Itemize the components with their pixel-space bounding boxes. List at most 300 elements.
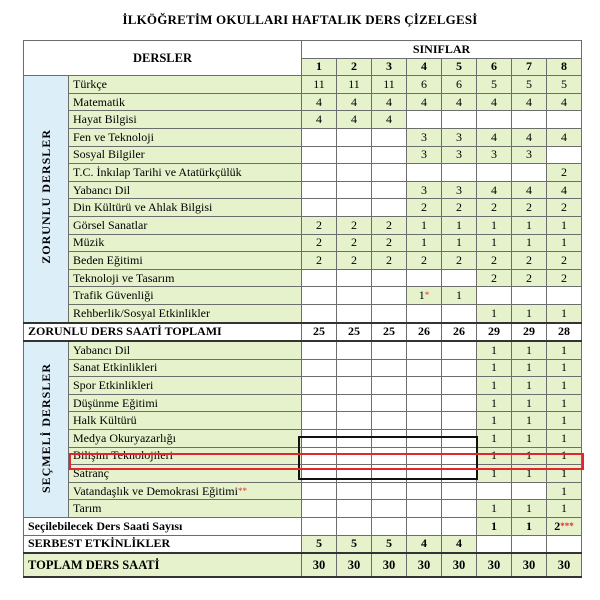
hour-cell: 1 (512, 341, 547, 359)
hour-value: 1 (526, 217, 532, 232)
hour-cell (372, 269, 407, 287)
hour-value: 3 (526, 147, 532, 162)
table-body (24, 41, 582, 578)
hour-cell: 1 (547, 394, 582, 412)
course-name-text: Spor Etkinlikleri (73, 378, 154, 393)
hour-value: 4 (351, 112, 357, 127)
hour-value: 4 (526, 94, 532, 109)
hour-value: 1 (491, 305, 497, 320)
footnote-mark: *** (560, 520, 574, 531)
hour-cell (372, 359, 407, 377)
hour-cell: 1 (512, 430, 547, 448)
hour-value: 2 (526, 252, 532, 267)
hour-cell (302, 181, 337, 199)
hour-cell (477, 76, 512, 94)
hour-cell (337, 482, 372, 500)
toplam-label: TOPLAM DERS SAATİ (24, 553, 302, 577)
hour-cell: 1 (512, 377, 547, 395)
hour-cell (442, 164, 477, 182)
hour-cell (512, 128, 547, 146)
hour-cell: 1 (547, 341, 582, 359)
hour-cell (442, 287, 477, 305)
serbest-row (24, 535, 582, 553)
table-row (24, 269, 582, 287)
hour-cell (302, 269, 337, 287)
header-row (24, 41, 582, 59)
course-name: Trafik Güvenliği (69, 287, 302, 305)
hour-value: 2 (491, 200, 497, 215)
hour-value: 2 (351, 252, 357, 267)
hour-cell (547, 93, 582, 111)
hour-value: 6 (456, 76, 462, 91)
selectable-cell (512, 518, 547, 536)
dersler-header: DERSLER (24, 41, 302, 76)
selectable-cell (337, 518, 372, 536)
serbest-label: SERBEST ETKİNLİKLER (24, 535, 302, 553)
grade-header: 5 (442, 58, 477, 76)
hour-value: 6 (421, 76, 427, 91)
hour-cell (547, 287, 582, 305)
hour-value: 4 (386, 112, 392, 127)
hour-cell (477, 304, 512, 322)
hour-cell (302, 412, 337, 430)
hour-cell (302, 216, 337, 234)
hour-value: 2 (421, 252, 427, 267)
hour-cell: 1 (512, 394, 547, 412)
hour-cell (547, 76, 582, 94)
serbest-cell: 5 (337, 535, 372, 553)
hour-value: 2 (421, 200, 427, 215)
hour-value: 11 (313, 76, 325, 91)
hour-cell: 1 (477, 359, 512, 377)
hour-cell (372, 216, 407, 234)
hour-cell (372, 412, 407, 430)
hour-cell (337, 93, 372, 111)
hour-value: 1 (561, 217, 567, 232)
course-name-text: Tarım (73, 501, 102, 516)
table-row (24, 181, 582, 199)
hour-cell (302, 252, 337, 270)
course-name: Sosyal Bilgiler (69, 146, 302, 164)
hour-cell (442, 76, 477, 94)
course-name-text: Halk Kültürü (73, 413, 137, 428)
table-row (24, 111, 582, 129)
course-name-text: Sanat Etkinlikleri (73, 360, 158, 375)
footnote-mark: ** (237, 485, 247, 496)
hour-value: 2 (526, 200, 532, 215)
hour-cell (477, 482, 512, 500)
hour-cell (407, 412, 442, 430)
hour-cell: 1 (547, 447, 582, 465)
table-row (24, 287, 582, 305)
hour-cell: 1 (547, 482, 582, 500)
hour-value: 4 (526, 129, 532, 144)
hour-cell (302, 359, 337, 377)
toplam-cell: 30 (302, 553, 337, 577)
hour-cell (442, 111, 477, 129)
selectable-value: 1 (491, 518, 497, 533)
hour-cell (372, 377, 407, 395)
hour-cell (407, 181, 442, 199)
toplam-row (24, 553, 582, 577)
hour-value: 2 (561, 270, 567, 285)
selectable-cell (442, 518, 477, 536)
hour-value: 4 (491, 182, 497, 197)
hour-cell (512, 216, 547, 234)
hour-value: 4 (526, 182, 532, 197)
hour-cell: 1 (477, 465, 512, 483)
hour-cell (407, 482, 442, 500)
hour-cell (547, 111, 582, 129)
hour-cell (442, 412, 477, 430)
hour-value: 11 (383, 76, 395, 91)
hour-cell (407, 359, 442, 377)
hour-cell (442, 181, 477, 199)
hour-cell (512, 482, 547, 500)
hour-value: 1 (491, 217, 497, 232)
hour-value: 2 (351, 235, 357, 250)
hour-cell (337, 199, 372, 217)
hour-cell (337, 181, 372, 199)
hour-cell (407, 128, 442, 146)
hour-value: 3 (421, 129, 427, 144)
hour-cell (442, 146, 477, 164)
hour-cell (372, 287, 407, 305)
hour-cell (337, 412, 372, 430)
toplam-cell: 30 (477, 553, 512, 577)
hour-value: 3 (456, 129, 462, 144)
selectable-cell (302, 518, 337, 536)
hour-cell (372, 181, 407, 199)
course-name: Teknoloji ve Tasarım (69, 269, 302, 287)
hour-value: 1 (526, 235, 532, 250)
hour-cell (372, 482, 407, 500)
hour-cell (477, 146, 512, 164)
course-name (69, 412, 302, 430)
hour-cell (407, 199, 442, 217)
table-row (24, 146, 582, 164)
hour-value: 3 (421, 182, 427, 197)
toplam-cell: 30 (442, 553, 477, 577)
hour-cell (477, 111, 512, 129)
hour-cell (302, 199, 337, 217)
hour-cell: 1 (477, 377, 512, 395)
page-title: İLKÖĞRETİM OKULLARI HAFTALIK DERS ÇİZELGESİ (122, 12, 478, 27)
selectable-cell (547, 518, 582, 536)
hour-cell (477, 93, 512, 111)
highlight-box-bilisim-row (69, 453, 584, 470)
serbest-cell: 4 (442, 535, 477, 553)
table-row (24, 500, 582, 518)
selectable-value: 2 (554, 518, 561, 533)
hour-cell: 1 (512, 447, 547, 465)
hour-cell (547, 181, 582, 199)
hour-cell (512, 252, 547, 270)
course-name: Türkçe (69, 76, 302, 94)
hour-cell (337, 341, 372, 359)
hour-value: 3 (421, 147, 427, 162)
hour-cell (302, 394, 337, 412)
hour-cell (407, 234, 442, 252)
hour-cell (372, 76, 407, 94)
hour-value: 4 (386, 94, 392, 109)
zorunlu-total-row (24, 323, 582, 342)
table-row (24, 377, 582, 395)
hour-value: 4 (561, 94, 567, 109)
hour-value: 2 (456, 252, 462, 267)
hour-cell: 1 (477, 447, 512, 465)
course-name (69, 430, 302, 448)
hour-cell (302, 146, 337, 164)
hour-cell (337, 234, 372, 252)
hour-cell (407, 216, 442, 234)
hour-cell: 1 (547, 377, 582, 395)
hour-cell (512, 181, 547, 199)
hour-cell (302, 500, 337, 518)
hour-cell (477, 164, 512, 182)
hour-value: 1 (421, 235, 427, 250)
hour-cell (337, 394, 372, 412)
toplam-cell: 30 (407, 553, 442, 577)
hour-cell (442, 341, 477, 359)
table-row (24, 76, 582, 94)
total-cell: 28 (547, 323, 582, 342)
hour-cell (442, 394, 477, 412)
hour-value: 5 (561, 76, 567, 91)
hour-cell (512, 146, 547, 164)
hour-cell (477, 269, 512, 287)
secmeli-label-text: SEÇMELİ DERSLER (38, 362, 53, 493)
hour-cell (442, 234, 477, 252)
hour-value: 4 (491, 94, 497, 109)
hour-cell (372, 93, 407, 111)
hour-cell (407, 146, 442, 164)
course-name: Rehberlik/Sosyal Etkinlikler (69, 304, 302, 322)
hour-value: 2 (386, 217, 392, 232)
hour-cell (477, 234, 512, 252)
table-row (24, 216, 582, 234)
hour-cell (477, 199, 512, 217)
hour-cell (372, 164, 407, 182)
course-name (69, 500, 302, 518)
course-name-text: Satranç (73, 466, 109, 481)
selectable-row (24, 518, 582, 536)
hour-value: 4 (351, 94, 357, 109)
hour-cell (372, 341, 407, 359)
hour-cell (547, 199, 582, 217)
course-name: Fen ve Teknoloji (69, 128, 302, 146)
hour-cell (302, 482, 337, 500)
zorunlu-label-text: ZORUNLU DERSLER (38, 129, 53, 265)
hour-cell (547, 252, 582, 270)
hour-value: 4 (561, 182, 567, 197)
total-cell: 26 (407, 323, 442, 342)
hour-cell (477, 216, 512, 234)
hour-cell (407, 164, 442, 182)
total-cell: 25 (372, 323, 407, 342)
hour-cell (547, 216, 582, 234)
serbest-cell (512, 535, 547, 553)
hour-cell (442, 500, 477, 518)
hour-cell (337, 287, 372, 305)
hour-value: 2 (561, 200, 567, 215)
hour-cell (547, 146, 582, 164)
hour-value: 1 (456, 217, 462, 232)
hour-value: 5 (526, 76, 532, 91)
hour-cell (337, 269, 372, 287)
hour-cell (372, 234, 407, 252)
hour-value: 2 (456, 200, 462, 215)
hour-value: 1 (526, 305, 532, 320)
hour-value: 2 (386, 235, 392, 250)
hour-cell: 1 (547, 412, 582, 430)
hour-cell: 1 (547, 465, 582, 483)
hour-cell (547, 304, 582, 322)
course-name-text: Yabancı Dil (73, 342, 131, 357)
table-row (24, 359, 582, 377)
hour-cell (442, 482, 477, 500)
hour-cell (512, 164, 547, 182)
total-cell: 26 (442, 323, 477, 342)
table-row (24, 394, 582, 412)
hour-value: 4 (316, 94, 322, 109)
table-row (24, 128, 582, 146)
hour-cell (337, 76, 372, 94)
hour-cell (407, 269, 442, 287)
hour-value: 2 (386, 252, 392, 267)
hour-value: 1 (561, 305, 567, 320)
total-cell: 25 (302, 323, 337, 342)
course-name: Görsel Sanatlar (69, 216, 302, 234)
hour-cell (337, 128, 372, 146)
toplam-cell: 30 (512, 553, 547, 577)
hour-cell: 1 (512, 412, 547, 430)
hour-value: 2 (526, 270, 532, 285)
zorunlu-section-label (24, 76, 69, 323)
weekly-schedule-table (23, 40, 582, 578)
table-row (24, 304, 582, 322)
hour-cell (512, 76, 547, 94)
secmeli-section-label (24, 341, 69, 517)
hour-cell (442, 269, 477, 287)
hour-cell (407, 93, 442, 111)
hour-cell (302, 341, 337, 359)
hour-cell (407, 500, 442, 518)
course-name-text: Düşünme Eğitimi (73, 395, 158, 410)
hour-cell (302, 111, 337, 129)
course-name: Beden Eğitimi (69, 252, 302, 270)
siniflar-header: SINIFLAR (302, 41, 582, 59)
table-row (24, 412, 582, 430)
hour-cell: 1 (477, 341, 512, 359)
course-name: Hayat Bilgisi (69, 111, 302, 129)
hour-value: 2 (561, 252, 567, 267)
hour-cell (302, 287, 337, 305)
hour-cell (442, 199, 477, 217)
hour-cell (372, 111, 407, 129)
hour-cell: 1 (512, 500, 547, 518)
hour-cell (337, 500, 372, 518)
course-name-text: Bilişim Teknolojileri (73, 448, 173, 463)
serbest-cell (477, 535, 512, 553)
hour-cell (337, 377, 372, 395)
hour-cell (512, 199, 547, 217)
hour-cell (547, 164, 582, 182)
hour-cell (302, 76, 337, 94)
grade-header: 6 (477, 58, 512, 76)
hour-cell (547, 234, 582, 252)
hour-value: 1 (421, 217, 427, 232)
hour-value: 2 (316, 217, 322, 232)
hour-cell (337, 111, 372, 129)
course-name (69, 377, 302, 395)
hour-cell (302, 164, 337, 182)
hour-value: 1 (418, 288, 425, 303)
grade-header: 3 (372, 58, 407, 76)
hour-cell (477, 181, 512, 199)
total-cell: 29 (477, 323, 512, 342)
hour-cell (407, 111, 442, 129)
table-row (24, 93, 582, 111)
hour-cell (337, 164, 372, 182)
hour-cell (442, 252, 477, 270)
table-row (24, 482, 582, 500)
hour-cell (407, 377, 442, 395)
serbest-cell (547, 535, 582, 553)
hour-cell: 1 (512, 359, 547, 377)
hour-cell (302, 304, 337, 322)
hour-value: 4 (456, 94, 462, 109)
table-row (24, 341, 582, 359)
hour-cell: 1 (547, 359, 582, 377)
hour-cell (407, 287, 442, 305)
hour-value: 2 (491, 270, 497, 285)
hour-cell (512, 269, 547, 287)
selectable-label: Seçilebilecek Ders Saati Sayısı (24, 518, 302, 536)
hour-value: 2 (351, 217, 357, 232)
course-name-text: Vatandaşlık ve Demokrasi Eğitimi (73, 483, 238, 498)
course-name (69, 482, 302, 500)
hour-cell (407, 76, 442, 94)
course-name: T.C. İnkılap Tarihi ve Atatürkçülük (69, 164, 302, 182)
table-row (24, 252, 582, 270)
hour-cell (442, 304, 477, 322)
hour-cell (372, 128, 407, 146)
hour-cell (547, 269, 582, 287)
toplam-cell: 30 (372, 553, 407, 577)
course-name: Yabancı Dil (69, 181, 302, 199)
course-name (69, 341, 302, 359)
course-name: Din Kültürü ve Ahlak Bilgisi (69, 199, 302, 217)
hour-value: 1 (561, 235, 567, 250)
selectable-cell (407, 518, 442, 536)
hour-value: 1 (456, 288, 462, 303)
toplam-cell: 30 (337, 553, 372, 577)
hour-cell: 1 (477, 500, 512, 518)
hour-cell: 1 (477, 412, 512, 430)
course-name (69, 394, 302, 412)
hour-cell (512, 287, 547, 305)
hour-cell (302, 93, 337, 111)
hour-cell (302, 234, 337, 252)
hour-cell (477, 128, 512, 146)
hour-value: 3 (456, 147, 462, 162)
grade-header: 8 (547, 58, 582, 76)
hour-cell: 1 (477, 430, 512, 448)
hour-cell (512, 234, 547, 252)
serbest-cell: 5 (302, 535, 337, 553)
hour-cell: 1 (547, 500, 582, 518)
